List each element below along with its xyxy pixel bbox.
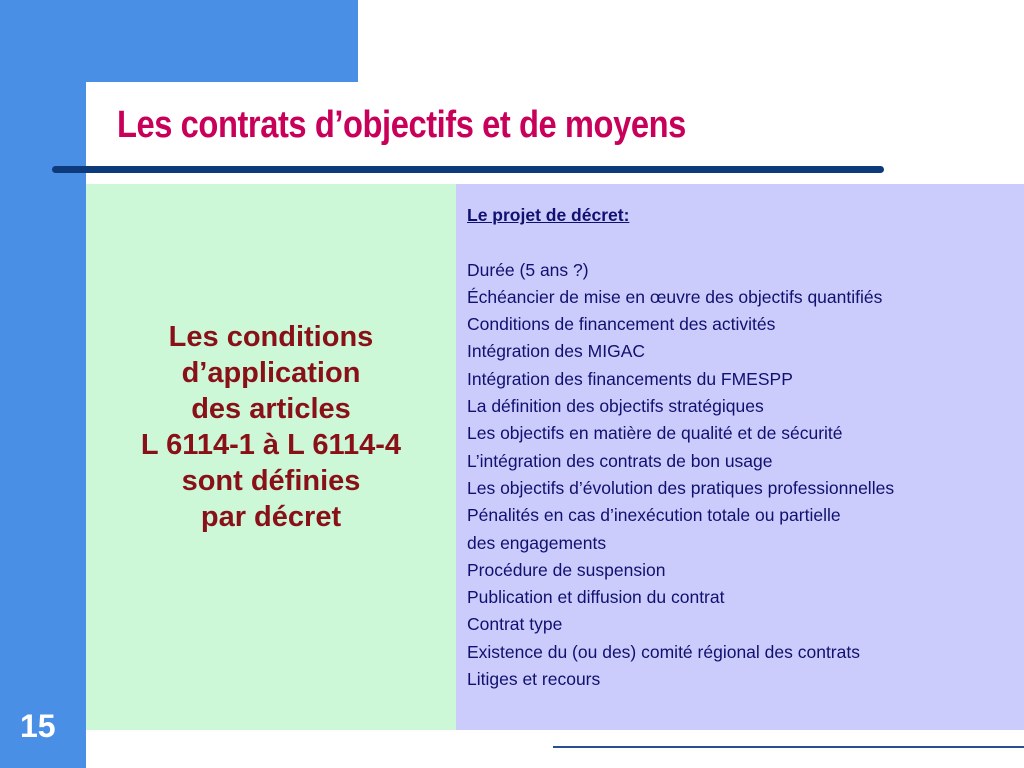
left-panel-text — [141, 319, 401, 535]
left-line: L 6114-1 à L 6114-4 — [140, 429, 402, 461]
left-line: par décret — [200, 501, 342, 533]
list-item: Publication et diffusion du contrat — [467, 587, 725, 608]
decree-items-list — [467, 257, 894, 694]
list-item: Les objectifs en matière de qualité et de sécurité — [467, 423, 843, 444]
list-item: Contrat type — [467, 614, 563, 635]
list-item: La définition des objectifs stratégiques — [467, 396, 764, 417]
list-item: Échéancier de mise en œuvre des objectifs quantifiés — [467, 286, 883, 307]
footer-rule — [553, 746, 1024, 748]
left-line: des articles — [191, 393, 351, 425]
left-line: sont définies — [181, 465, 361, 497]
left-line: d’application — [181, 357, 361, 389]
right-panel-content — [467, 202, 894, 693]
list-item: Pénalités en cas d’inexécution totale ou partielle — [467, 505, 841, 526]
list-item: Les objectifs d’évolution des pratiques professionnelles — [467, 477, 895, 498]
list-item: Conditions de financement des activités — [467, 314, 776, 335]
left-panel — [86, 184, 456, 730]
page-number: 15 — [20, 708, 56, 744]
list-item: Existence du (ou des) comité régional des contrats — [467, 641, 860, 662]
title-underline-rule — [52, 166, 884, 173]
left-sidebar-band — [0, 0, 86, 768]
slide-title: Les contrats d’objectifs et de moyens — [117, 104, 686, 146]
right-panel — [456, 184, 1024, 730]
top-corner-block — [86, 0, 358, 82]
list-item: Intégration des MIGAC — [467, 341, 645, 362]
list-item: des engagements — [467, 532, 607, 553]
right-panel-heading: Le projet de décret: — [467, 205, 630, 225]
list-item: Intégration des financements du FMESPP — [467, 368, 793, 389]
list-item: Procédure de suspension — [467, 559, 666, 580]
list-item: Durée (5 ans ?) — [467, 259, 589, 280]
list-item: Litiges et recours — [467, 669, 601, 690]
list-item: L’intégration des contrats de bon usage — [467, 450, 773, 471]
left-line: Les conditions — [168, 321, 374, 353]
